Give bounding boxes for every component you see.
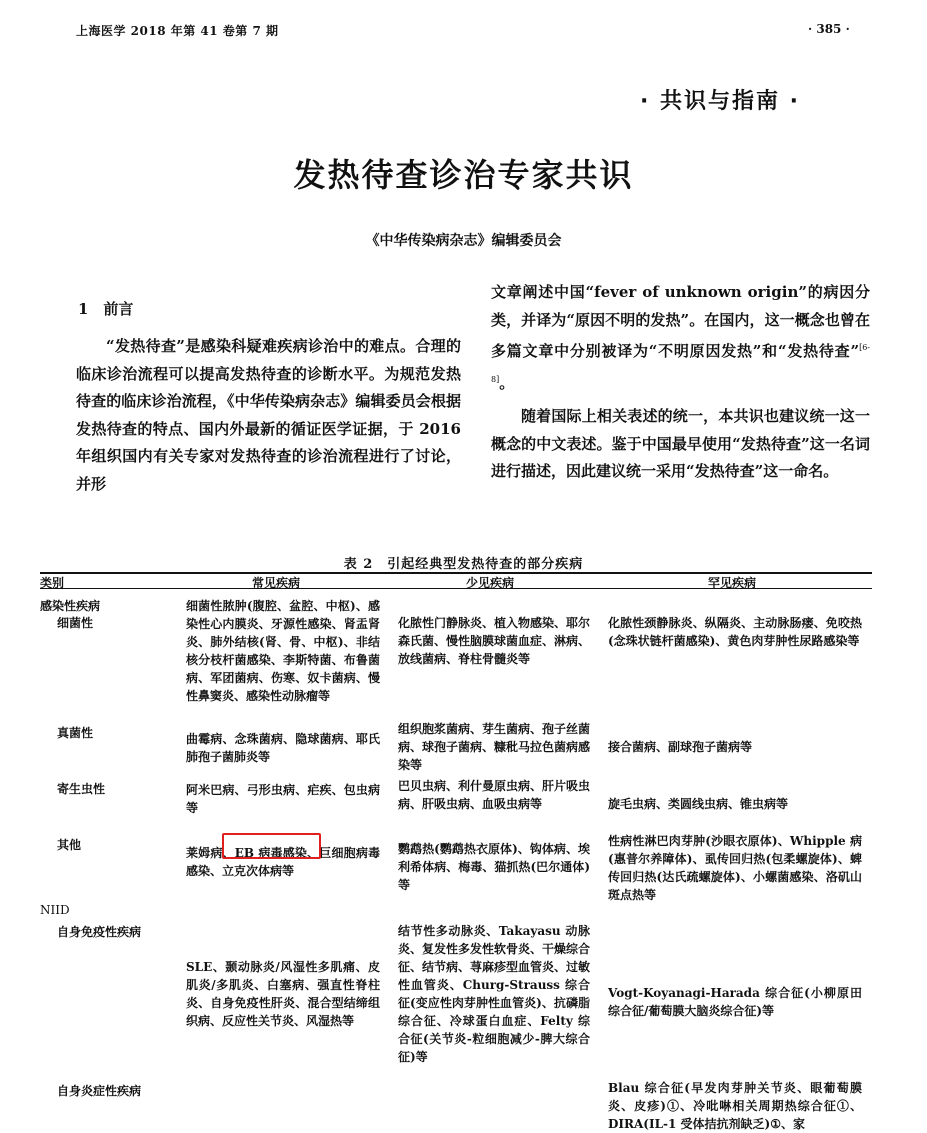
table-row-category: 自身炎症性疾病 (57, 1084, 142, 1098)
table-cell-rare: 接合菌病、副球孢子菌病等 (608, 740, 753, 754)
table-header-category: 类别 (40, 576, 65, 590)
group-label-infectious: 感染性疾病 (40, 599, 101, 613)
table-cell-uncommon: 结节性多动脉炎、Takayasu 动脉炎、复发性多发性软骨炎、干燥综合征、结节病、荨麻疹型血管炎、过敏性血管炎、Churg-Strauss 综合征(变应性肉芽肿性血管炎)、抗磷脂综合征、冷球蛋白血症、Felty 综合征(关节炎-粒细胞减少-脾大综合征)等 (398, 924, 591, 1064)
left-column (76, 333, 461, 498)
table-cell-uncommon: 组织胞浆菌病、芽生菌病、孢子丝菌病、球孢子菌病、糠秕马拉色菌病感染等 (398, 722, 591, 772)
table-cell-rare: 性病性淋巴肉芽肿(沙眼衣原体)、Whipple 病(惠普尔养障体)、虱传回归热(包柔螺旋体)、蜱传回归热(达氏疏螺旋体)、小螺菌感染、洛矶山斑点热等 (608, 834, 862, 902)
table-cell-uncommon: 化脓性门静脉炎、植入物感染、耶尔森氏菌、慢性脑膜球菌血症、淋病、放线菌病、脊柱骨髓炎等 (398, 616, 591, 666)
table-cell-rare: 旋毛虫病、类圆线虫病、锥虫病等 (608, 797, 789, 811)
table-cell-common: 阿米巴病、弓形虫病、疟疾、包虫病等 (186, 783, 380, 815)
highlight-box (222, 833, 321, 859)
table-cell-uncommon: 巴贝虫病、利什曼原虫病、肝片吸虫病、肝吸虫病、血吸虫病等 (398, 779, 591, 811)
table-cell-rare: Vogt-Koyanagi-Harada 综合征(小柳原田综合征/葡萄膜大脑炎综合征)等 (608, 986, 862, 1018)
table-cell-common: 莱姆病、EB 病毒感染、巨细胞病毒感染、立克次体病等 (186, 846, 380, 878)
page-number: · 385 · (808, 22, 850, 36)
journal-header: 上海医学 2018 年第 41 卷第 7 期 (76, 24, 279, 38)
table-row-category: 其他 (57, 838, 82, 852)
table-cell-common: 曲霉病、念珠菌病、隐球菌病、耶氏肺孢子菌肺炎等 (186, 732, 380, 764)
right-paragraph-1-text: 文章阐述中国“fever of unknown origin”的病因分类，并译为“原因不明的发热”。在国内，这一概念也曾在多篇文章中分别被译为“不明原因发热”和“发热待查” (491, 283, 870, 360)
table-caption: 表 2 引起经典型发热待查的部分疾病 (343, 557, 584, 572)
right-paragraph-1-end: 。 (499, 373, 515, 392)
table-cell-uncommon: 鹦鹉热(鹦鹉热衣原体)、钩体病、埃利希体病、梅毒、猫抓热(巴尔通体)等 (398, 842, 590, 892)
right-column (491, 279, 870, 486)
right-paragraph-2: 随着国际上相关表述的统一，本共识也建议统一这一概念的中文表述。鉴于中国最早使用“发热待查”这一名词进行描述，因此建议统一采用“发热待查”这一命名。 (491, 407, 870, 480)
table-header-rare: 罕见疾病 (708, 576, 757, 590)
table-cell-common: SLE、颞动脉炎/风湿性多肌痛、皮肌炎/多肌炎、白塞病、强直性脊柱炎、自身免疫性肝炎、混合型结缔组织病、反应性关节炎、风湿热等 (186, 960, 380, 1028)
table-header-common: 常见疾病 (252, 576, 301, 590)
table-cell-rare: Blau 综合征(早发肉芽肿关节炎、眼葡萄膜炎、皮疹)①、冷吡啉相关周期热综合征①、DIRA(IL-1 受体拮抗剂缺乏)①、家 (608, 1081, 862, 1131)
table-row-category: 寄生虫性 (57, 782, 106, 796)
article-title: 发热待查诊治专家共识 (293, 156, 634, 194)
section-heading-intro: 1 前言 (78, 300, 134, 318)
table-row-category: 真菌性 (57, 726, 94, 740)
table-row-category: 自身免疫性疾病 (57, 925, 142, 939)
group-label-niid: NIID (40, 903, 70, 917)
table-cell-common: 细菌性脓肿(腹腔、盆腔、中枢)、感染性心内膜炎、牙源性感染、肾盂肾炎、肺外结核(肾、骨、中枢)、非结核分枝杆菌感染、李斯特菌、布鲁菌病、军团菌病、伤寒、奴卡菌病、慢性鼻窦炎、感染性动脉瘤等 (186, 599, 380, 703)
article-author: 《中华传染病杂志》编辑委员会 (365, 233, 562, 249)
right-paragraph-1 (491, 279, 870, 397)
table-row-category: 细菌性 (57, 616, 94, 630)
left-paragraph: “发热待查”是感染科疑难疾病诊治中的难点。合理的临床诊治流程可以提高发热待查的诊断水平。为规范发热待查的临床诊治流程，《中华传染病杂志》编辑委员会根据发热待查的特点、国内外最新的循证医学证据，于 2016 年组织国内有关专家对发热待查的诊治流程进行了讨论，并形 (76, 337, 461, 493)
section-tag: · 共识与指南 · (640, 89, 801, 114)
citation-ref: [6-8] (491, 343, 870, 384)
table-cell-rare: 化脓性颈静脉炎、纵隔炎、主动脉肠瘘、免咬热(念珠状链杆菌感染)、黄色肉芽肿性尿路感染等 (608, 616, 862, 648)
table-header-uncommon: 少见疾病 (466, 576, 515, 590)
